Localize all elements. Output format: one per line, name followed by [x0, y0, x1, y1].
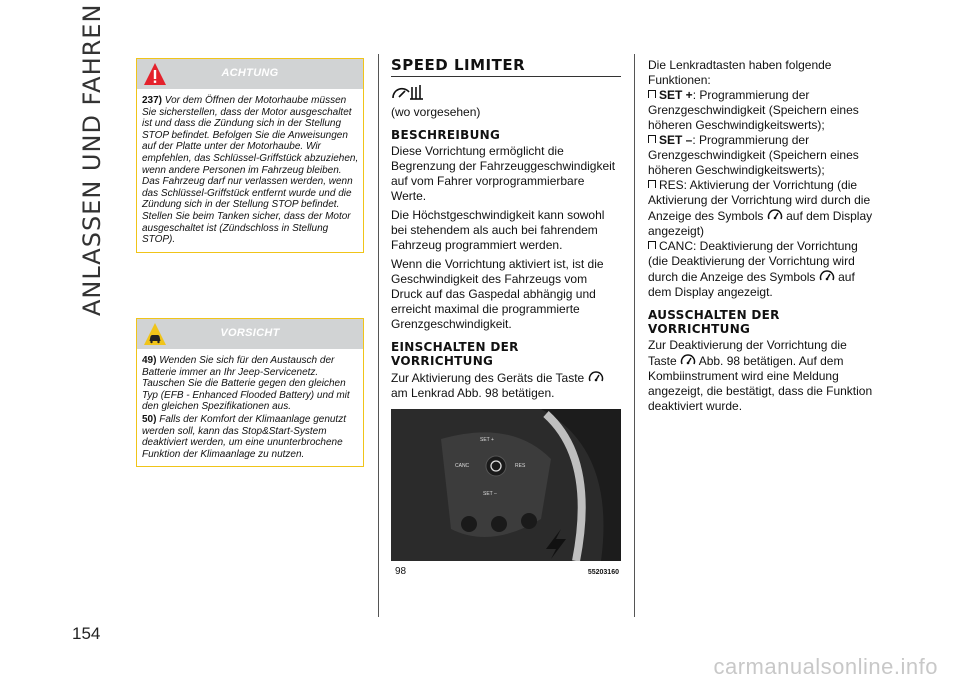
figure-number: 98 — [395, 566, 407, 577]
figure-code: 55203160 — [587, 569, 619, 576]
middle-column — [391, 58, 621, 577]
figure-caption — [391, 563, 621, 577]
warning-box — [136, 58, 364, 253]
caution-box-header — [137, 319, 363, 349]
availability-note: (wo vorgesehen) — [391, 105, 481, 119]
warning-item: 237) Vor dem Öffnen der Motorhaube müssen Sie sicherstellen, dass der Motor ausgeschaltet ist und dass die Zündung sich in der Stellung STOP befindet. Befolgen Sie die Anweisungen auf der Platte unter der Motorhaube. Wir empfehlen, das Schlüssel-Griffstück abzuziehen, wenn andere Personen im Fahrzeug bleiben. Das Fahrzeug darf nur verlassen werden, wenn das Schlüssel-Griffstück entfernt wurde und die Zündung sich in der Stellung STOP befindet. Stellen Sie beim Tanken sicher, dass der Motor ausgeschaltet ist (Zündschloss in Stellung STOP). — [142, 95, 359, 246]
speed-limiter-button-icon — [680, 353, 696, 369]
description-heading: BESCHREIBUNG — [391, 128, 501, 142]
speed-limiter-inactive-icon — [819, 269, 835, 285]
warning-heading: ACHTUNG — [221, 67, 279, 79]
bullet-icon — [648, 135, 656, 143]
paragraph: Diese Vorrichtung ermöglicht die Begrenzung der Fahrzeuggeschwindigkeit auf vom Fahrer vorprogrammierbare Werte. — [391, 144, 616, 203]
speed-limiter-button-icon — [588, 370, 604, 386]
bullet-icon — [648, 90, 656, 98]
caution-item: 49) Wenden Sie sich für den Austausch der Batterie immer an Ihr Jeep-Servicenetz. Tauschen Sie die Batterie gegen den gleichen Typ (EFB - Enhanced Flooded Battery) und mit den gleichen Spezifikationen aus. — [142, 355, 350, 413]
list-item: SET +: Programmierung der Grenzgeschwindigkeit (Speichern eines höheren Geschwindigkeitswerts); — [648, 88, 859, 132]
title-rule — [391, 76, 621, 77]
list-item: CANC: Deaktivierung der Vorrichtung (die Deaktivierung der Vorrichtung wird durch die Anzeige des Symbols auf dem Display angezeigt. — [648, 239, 858, 299]
deactivation-heading: AUSSCHALTEN DER VORRICHTUNG — [648, 308, 780, 336]
set-plus-label: SET + — [480, 437, 494, 443]
set-minus-label: SET – — [483, 491, 497, 497]
steering-wheel-illustration — [391, 409, 621, 561]
caution-heading: VORSICHT — [220, 327, 280, 339]
speed-limiter-symbol-icon — [391, 83, 425, 101]
list-item: RES: Aktivierung der Vorrichtung (die Aktivierung der Vorrichtung wird durch die Anzeige des Symbols auf dem Display angezeigt) — [648, 178, 873, 238]
paragraph: Zur Aktivierung des Geräts die Taste am Lenkrad Abb. 98 betätigen. — [391, 370, 621, 401]
activation-heading: EINSCHALTEN DER VORRICHTUNG — [391, 340, 519, 368]
watermark: carmanualsonline.info — [713, 654, 938, 679]
caution-body — [137, 349, 363, 466]
chapter-title: ANLASSEN UND FAHREN — [78, 3, 106, 316]
steering-wheel-photo — [391, 409, 621, 561]
section-title: SPEED LIMITER — [391, 56, 526, 74]
column-divider — [378, 54, 379, 617]
right-column — [648, 58, 876, 418]
canc-label: CANC — [455, 463, 470, 469]
paragraph: Zur Deaktivierung der Vorrichtung die Taste Abb. 98 betätigen. Auf dem Kombiinstrument wird eine Meldung angezeigt, die bestätigt, dass die Funktion deaktiviert wurde. — [648, 338, 873, 413]
paragraph: Wenn die Vorrichtung aktiviert ist, ist die Geschwindigkeit des Fahrzeugs vom Druck auf das Gaspedal abhängig und erreicht maximal die programmierte Grenzgeschwindigkeit. — [391, 257, 604, 331]
caution-box — [136, 318, 364, 467]
caution-item: 50) Falls der Komfort der Klimaanlage genutzt werden soll, kann das Stop&Start-System deaktiviert werden, um eine ununterbrochene Funktion der Klimaanlage zu nutzen. — [142, 413, 346, 460]
bullet-icon — [648, 180, 656, 188]
warning-box-header — [137, 59, 363, 89]
bullet-icon — [648, 241, 656, 249]
res-label: RES — [515, 463, 526, 469]
speed-limiter-active-icon — [767, 208, 783, 224]
list-item: SET –: Programmierung der Grenzgeschwindigkeit (Speichern eines höheren Geschwindigkeitswerts); — [648, 133, 859, 177]
paragraph: Die Lenkradtasten haben folgende Funktionen: — [648, 58, 832, 87]
page-number: 154 — [72, 624, 101, 643]
warning-body — [137, 89, 363, 252]
column-divider — [634, 54, 635, 617]
paragraph: Die Höchstgeschwindigkeit kann sowohl bei stehendem als auch bei fahrendem Fahrzeug programmiert werden. — [391, 208, 605, 252]
